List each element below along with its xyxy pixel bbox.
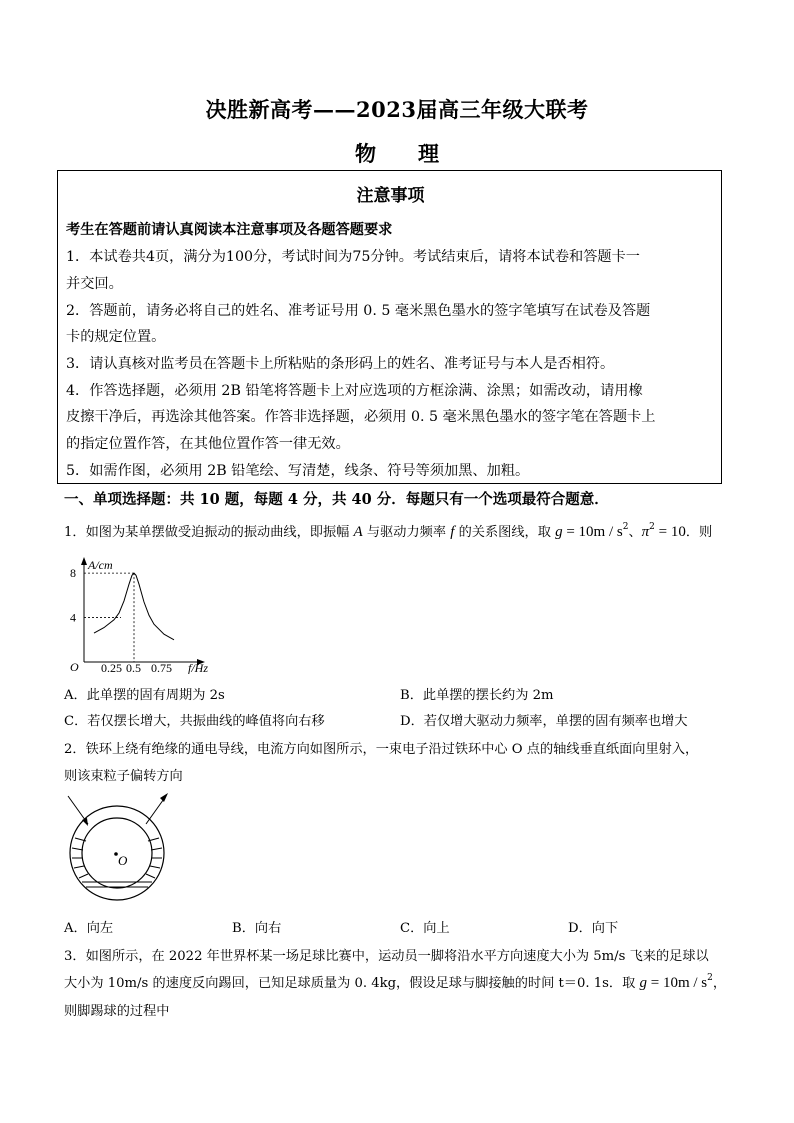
notice-line: 卡的规定位置。 xyxy=(66,329,166,345)
question-3-line-3: 则脚踢球的过程中 xyxy=(64,1004,170,1019)
y-axis-label: A/cm xyxy=(88,558,113,572)
notice-title: 注意事项 xyxy=(356,186,425,206)
q3-g-value: = 10m / s xyxy=(646,975,708,991)
question-3-line-1: 3．如图所示，在 2022 年世界杯某一场足球比赛中，运动员一脚将沿水平方向速度大小为 5m/s 飞来的足球以 xyxy=(64,949,709,964)
q1-pi-value: = 10 xyxy=(654,524,686,540)
q3-text: ， xyxy=(712,976,727,991)
q1-g-value: = 10m / s xyxy=(562,524,623,540)
notice-line: 皮擦干净后，再选涂其他答案。作答非选择题，必须用 0. 5 毫米黑色墨水的签字笔在答题卡上 xyxy=(66,409,656,425)
exam-title: 决胜新高考——2023届高三年级大联考 xyxy=(205,97,589,122)
q2-option-d[interactable]: D．向下 xyxy=(568,921,619,936)
q1-option-d[interactable]: D．若仅增大驱动力频率，单摆的固有频率也增大 xyxy=(400,714,688,729)
q2-option-c[interactable]: C．向上 xyxy=(400,921,450,936)
question-1-stem xyxy=(64,521,712,541)
q1-text: 1．如图为某单摆做受迫振动的振动曲线，即振幅 xyxy=(64,525,354,540)
origin-label: O xyxy=(70,660,79,674)
question-2-line-1: 2．铁环上绕有绝缘的通电导线，电流方向如图所示，一束电子沿过铁环中心 O 点的轴线垂直纸面向里射入， xyxy=(64,742,699,757)
x-axis-label: f/Hz xyxy=(188,661,209,674)
notice-line: 并交回。 xyxy=(66,276,123,292)
q1-option-c[interactable]: C．若仅摆长增大，共振曲线的峰值将向右移 xyxy=(64,714,325,729)
notice-line: 5．如需作图，必须用 2B 铅笔绘、写清楚，线条、符号等须加黑、加粗。 xyxy=(66,463,530,479)
iron-ring-figure xyxy=(60,788,180,908)
q2-option-b[interactable]: B．向右 xyxy=(232,921,282,936)
q1-pi-exponent: 2 xyxy=(649,522,655,532)
notice-box xyxy=(57,170,722,484)
q1-text: ．则 xyxy=(685,525,713,540)
q1-g-exponent: 2 xyxy=(622,522,629,532)
resonance-chart xyxy=(62,554,212,674)
notice-line: 4．作答选择题，必须用 2B 铅笔将答题卡上对应选项的方框涂满、涂黑；如需改动，请用橡 xyxy=(66,383,643,399)
notice-line: 1．本试卷共4页，满分为100分，考试时间为75分钟。考试结束后，请将本试卷和答题卡一 xyxy=(66,249,640,265)
y-tick-label: 4 xyxy=(70,610,76,625)
q1-option-b[interactable]: B．此单摆的摆长约为 2m xyxy=(400,688,554,703)
current-arrow-left-icon xyxy=(82,818,88,826)
notice-line: 3．请认真核对监考员在答题卡上所粘贴的条形码上的姓名、准考证号与本人是否相符。 xyxy=(66,356,615,372)
coil-windings xyxy=(72,838,162,887)
question-2-line-2: 则该束粒子偏转方向 xyxy=(64,769,183,784)
current-arrow-right-icon xyxy=(160,793,168,802)
q1-option-a[interactable]: A．此单摆的固有周期为 2s xyxy=(64,688,225,703)
section-heading: 一、单项选择题：共 10 题，每题 4 分，共 40 分．每题只有一个选项最符合题意． xyxy=(64,491,609,508)
center-label: O xyxy=(118,853,128,868)
q1-text: 与驱动力频率 xyxy=(362,525,451,540)
y-tick-label: 8 xyxy=(70,566,76,581)
notice-line: 的指定位置作答，在其他位置作答一律无效。 xyxy=(66,436,350,452)
y-axis-arrow xyxy=(81,557,87,565)
question-3-line-2 xyxy=(64,972,726,992)
q1-var-f: f xyxy=(450,524,455,540)
x-tick-label: 0.25 xyxy=(101,661,122,674)
notice-line: 2．答题前，请务必将自己的姓名、准考证号用 0. 5 毫米黑色墨水的签字笔填写在试卷及答题 xyxy=(66,303,651,319)
subject-title: 物 理 xyxy=(355,141,439,166)
q3-text: 大小为 10m/s 的速度反向踢回，已知足球质量为 0. 4kg，假设足球与脚接触的时间 t＝0. 1s．取 xyxy=(64,976,640,991)
q1-pi-symbol: π xyxy=(641,524,650,540)
q1-text: 的关系图线，取 xyxy=(454,525,556,540)
q3-g-symbol: g xyxy=(639,975,647,991)
q1-g-symbol: g xyxy=(555,524,563,540)
q1-text: 、 xyxy=(628,525,642,540)
notice-intro: 考生在答题前请认真阅读本注意事项及各题答题要求 xyxy=(66,222,393,238)
q1-var-A: A xyxy=(353,524,363,540)
x-tick-label: 0.75 xyxy=(151,661,172,674)
q3-g-exponent: 2 xyxy=(707,973,713,983)
x-tick-label: 0.5 xyxy=(126,661,141,674)
q2-option-a[interactable]: A．向左 xyxy=(64,921,114,936)
